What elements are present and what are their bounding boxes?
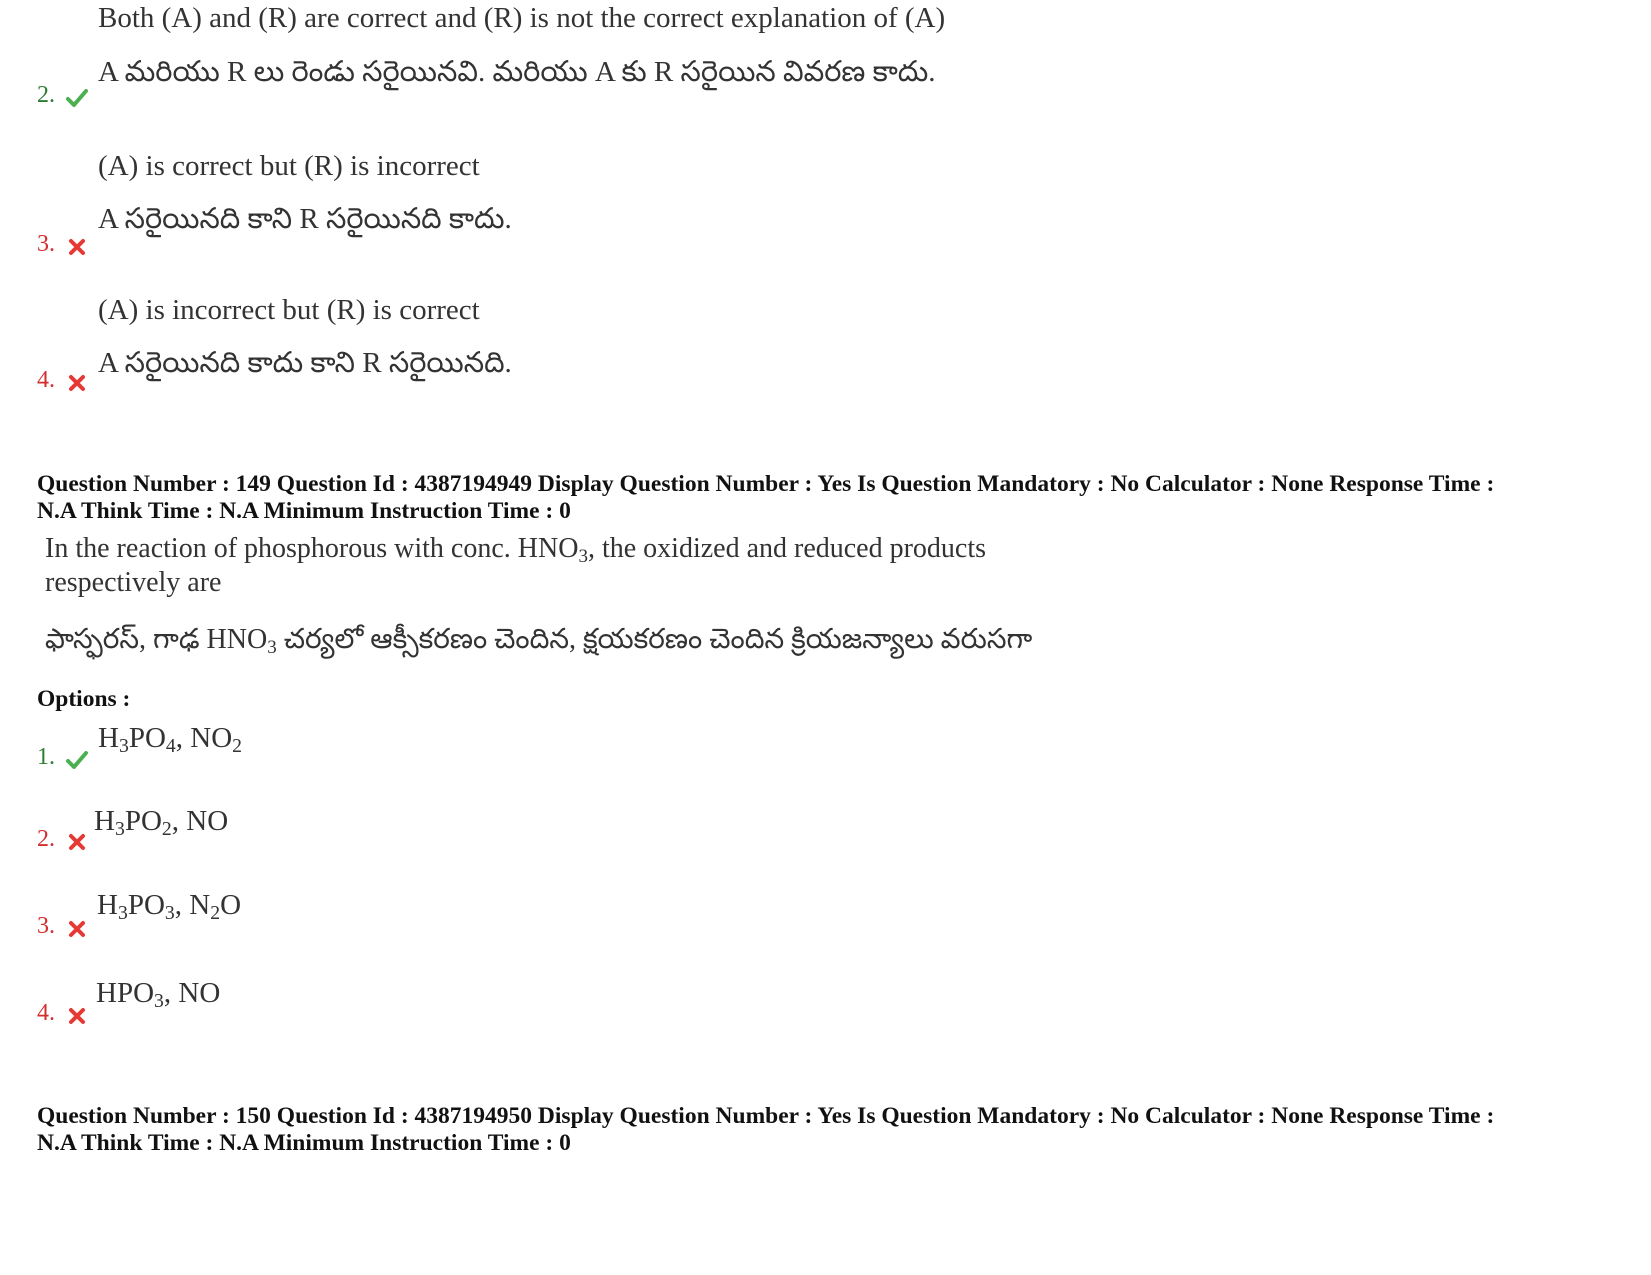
option-text: $HPO_3$, NO — [96, 977, 221, 1012]
option-number-row — [37, 82, 89, 110]
question-meta-line2: N.A Think Time : N.A Minimum Instruction Time : 0 — [37, 1130, 571, 1156]
question-text-te: ఫాస్ఫరస్, గాఢ $HNO_3$ చర్యలో ఆక్సీకరణం చెందిన, క్షయకరణం చెందిన క్రియజన్యాలు వరుసగా — [45, 624, 1033, 658]
option-number: 4. — [37, 367, 55, 393]
question-text-en: In the reaction of phosphorous with conc. $HNO_3$, the oxidized and reduced products — [45, 533, 987, 567]
question-meta-line2: N.A Think Time : N.A Minimum Instruction Time : 0 — [37, 498, 571, 524]
check-icon — [65, 86, 89, 110]
option-text-en: Both (A) and (R) are correct and (R) is not the correct explanation of (A) — [98, 2, 946, 34]
question-meta-line1: Question Number : 149 Question Id : 4387194949 Display Question Number : Yes Is Question Mandatory : No Calculator : None Response Time : — [37, 471, 1495, 497]
option-text: $H_3PO_4$, $NO_2$ — [98, 722, 242, 757]
cross-icon — [65, 917, 89, 941]
option-number-row — [37, 744, 89, 772]
option-text: $H_3PO_3$, $N_2O$ — [97, 889, 242, 924]
option-number-row — [37, 826, 89, 854]
question-meta-line1: Question Number : 150 Question Id : 4387194950 Display Question Number : Yes Is Question Mandatory : No Calculator : None Response Time : — [37, 1103, 1495, 1129]
option-number: 3. — [37, 231, 55, 257]
option-text-te: A సరైయినది కాదు కాని R సరైయినది. — [98, 347, 512, 379]
option-number-row — [37, 367, 89, 395]
cross-icon — [65, 235, 89, 259]
question-text-en-line2: respectively are — [45, 567, 222, 598]
option-text-te: A సరైయినది కాని R సరైయినది కాదు. — [98, 203, 512, 235]
option-text: $H_3PO_2$, NO — [94, 805, 229, 840]
option-number: 2. — [37, 826, 55, 852]
cross-icon — [65, 371, 89, 395]
option-text-en: (A) is incorrect but (R) is correct — [98, 294, 480, 326]
option-number: 4. — [37, 1000, 55, 1026]
cross-icon — [65, 830, 89, 854]
option-number: 1. — [37, 744, 55, 770]
options-label: Options : — [37, 686, 131, 712]
option-number: 3. — [37, 913, 55, 939]
option-number-row — [37, 913, 89, 941]
option-number: 2. — [37, 82, 55, 108]
option-text-te: A మరియు R లు రెండు సరైయినవి. మరియు A కు R సరైయిన వివరణ కాదు. — [98, 56, 936, 88]
option-number-row — [37, 231, 89, 259]
option-number-row — [37, 1000, 89, 1028]
option-text-en: (A) is correct but (R) is incorrect — [98, 150, 480, 182]
check-icon — [65, 748, 89, 772]
cross-icon — [65, 1004, 89, 1028]
